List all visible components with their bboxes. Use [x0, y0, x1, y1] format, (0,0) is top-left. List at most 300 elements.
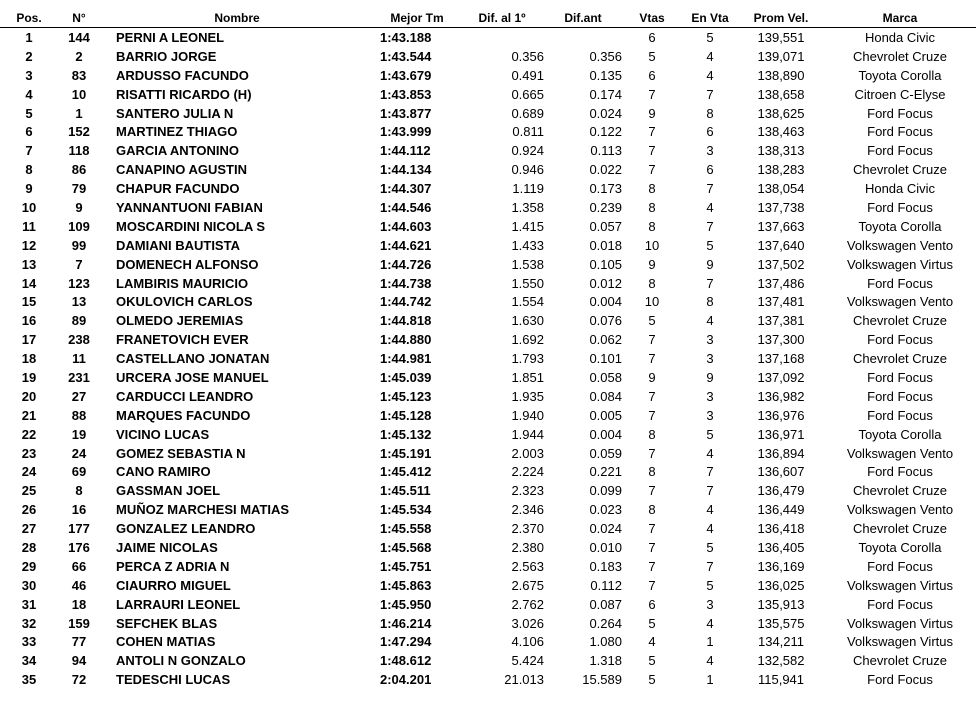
- cell-on-lap: 7: [706, 275, 714, 291]
- cell-number: 9: [75, 199, 83, 215]
- cell-on-lap: 7: [706, 86, 714, 102]
- cell-name: OLMEDO JEREMIAS: [116, 313, 244, 329]
- table-row: [0, 255, 976, 274]
- cell-laps: 5: [648, 615, 656, 631]
- cell-name: GASSMAN JOEL: [116, 483, 221, 499]
- cell-diff-first: 2.323: [511, 483, 544, 499]
- cell-on-lap: 9: [706, 369, 714, 385]
- cell-brand: Chevrolet Cruze: [853, 351, 947, 367]
- cell-laps: 4: [648, 634, 656, 650]
- cell-laps: 8: [648, 464, 656, 480]
- cell-best-time: 1:44.981: [380, 351, 432, 367]
- header-pos: Pos.: [0, 8, 58, 28]
- cell-on-lap: 1: [706, 634, 714, 650]
- cell-laps: 7: [648, 332, 656, 348]
- cell-name: GARCIA ANTONINO: [116, 143, 240, 159]
- cell-best-time: 1:45.128: [380, 407, 432, 423]
- cell-number: 94: [71, 653, 87, 669]
- cell-avg-speed: 136,449: [757, 502, 805, 518]
- header-avg-speed: Prom Vel.: [738, 8, 824, 28]
- table-row: [0, 66, 976, 85]
- cell-diff-previous: 0.264: [589, 615, 622, 631]
- cell-laps: 7: [648, 445, 656, 461]
- cell-laps: 7: [648, 407, 656, 423]
- cell-best-time: 1:43.853: [380, 86, 432, 102]
- cell-number: 2: [75, 48, 83, 64]
- table-row: [0, 85, 976, 104]
- cell-diff-previous: 0.010: [589, 539, 622, 555]
- cell-number: 72: [71, 672, 87, 688]
- cell-avg-speed: 137,502: [757, 256, 805, 272]
- cell-laps: 9: [648, 256, 656, 272]
- cell-pos: 30: [21, 577, 37, 593]
- cell-best-time: 1:45.568: [380, 539, 432, 555]
- cell-laps: 7: [648, 483, 656, 499]
- table-row: [0, 217, 976, 236]
- cell-name: CANAPINO AGUSTIN: [116, 162, 247, 178]
- cell-number: 231: [68, 369, 90, 385]
- cell-laps: 8: [648, 199, 656, 215]
- cell-avg-speed: 136,405: [757, 539, 805, 555]
- table-row: [0, 122, 976, 141]
- cell-number: 159: [68, 615, 90, 631]
- cell-avg-speed: 137,168: [757, 351, 805, 367]
- cell-best-time: 1:45.412: [380, 464, 432, 480]
- cell-laps: 7: [648, 124, 656, 140]
- cell-diff-first: 1.944: [511, 426, 544, 442]
- cell-diff-first: 0.946: [511, 162, 544, 178]
- cell-pos: 33: [21, 634, 37, 650]
- cell-on-lap: 3: [706, 407, 714, 423]
- cell-avg-speed: 139,071: [757, 48, 805, 64]
- cell-diff-first: 2.380: [511, 539, 544, 555]
- cell-brand: Chevrolet Cruze: [853, 313, 947, 329]
- cell-diff-first: 1.415: [511, 218, 544, 234]
- table-row: [0, 462, 976, 481]
- cell-brand: Toyota Corolla: [858, 218, 942, 234]
- cell-diff-first: 1.358: [511, 199, 544, 215]
- cell-best-time: 1:45.123: [380, 388, 432, 404]
- cell-on-lap: 4: [706, 502, 714, 518]
- cell-diff-first: 2.346: [511, 502, 544, 518]
- cell-number: 86: [71, 162, 87, 178]
- cell-on-lap: 9: [706, 256, 714, 272]
- cell-on-lap: 3: [706, 596, 714, 612]
- cell-on-lap: 4: [706, 615, 714, 631]
- cell-on-lap: 4: [706, 67, 714, 83]
- cell-brand: Volkswagen Vento: [846, 445, 954, 461]
- table-row: [0, 160, 976, 179]
- cell-number: 144: [68, 29, 90, 45]
- cell-name: CANO RAMIRO: [116, 464, 211, 480]
- cell-pos: 29: [21, 558, 37, 574]
- cell-diff-first: 0.689: [511, 105, 544, 121]
- cell-brand: Honda Civic: [864, 181, 936, 197]
- cell-avg-speed: 138,658: [757, 86, 805, 102]
- cell-brand: Ford Focus: [867, 407, 933, 423]
- cell-on-lap: 4: [706, 199, 714, 215]
- cell-laps: 7: [648, 521, 656, 537]
- cell-number: 83: [71, 67, 87, 83]
- cell-laps: 5: [648, 48, 656, 64]
- table-row: [0, 47, 976, 66]
- cell-name: PERCA Z ADRIA N: [116, 558, 230, 574]
- cell-number: 13: [71, 294, 87, 310]
- cell-brand: Ford Focus: [867, 332, 933, 348]
- cell-avg-speed: 137,381: [757, 313, 805, 329]
- cell-number: 11: [72, 351, 86, 367]
- cell-name: GOMEZ SEBASTIA N: [116, 445, 246, 461]
- cell-diff-previous: 0.024: [589, 521, 622, 537]
- cell-number: 123: [68, 275, 90, 291]
- cell-name: GONZALEZ LEANDRO: [116, 521, 256, 537]
- cell-best-time: 1:45.039: [380, 369, 432, 385]
- cell-diff-previous: 1.080: [589, 634, 622, 650]
- cell-brand: Ford Focus: [867, 672, 933, 688]
- cell-brand: Ford Focus: [867, 124, 933, 140]
- cell-brand: Chevrolet Cruze: [853, 48, 947, 64]
- cell-best-time: 1:44.546: [380, 199, 432, 215]
- cell-best-time: 1:44.112: [380, 143, 431, 159]
- cell-best-time: 1:43.877: [380, 105, 432, 121]
- cell-brand: Ford Focus: [867, 369, 933, 385]
- cell-diff-previous: 0.099: [589, 483, 622, 499]
- cell-name: CIAURRO MIGUEL: [116, 577, 231, 593]
- cell-pos: 6: [25, 124, 33, 140]
- cell-diff-previous: 0.084: [589, 388, 622, 404]
- cell-laps: 8: [648, 275, 656, 291]
- cell-brand: Ford Focus: [867, 388, 933, 404]
- cell-number: 77: [71, 634, 87, 650]
- cell-avg-speed: 115,941: [757, 672, 805, 688]
- cell-brand: Ford Focus: [867, 558, 933, 574]
- cell-pos: 11: [22, 218, 36, 234]
- results-table: [0, 8, 976, 689]
- cell-avg-speed: 138,890: [757, 67, 805, 83]
- header-diff-first: Dif. al 1º: [460, 8, 544, 28]
- cell-diff-previous: 0.023: [589, 502, 622, 518]
- cell-diff-previous: 0.004: [589, 426, 622, 442]
- cell-on-lap: 6: [706, 162, 714, 178]
- cell-diff-first: 3.026: [511, 615, 544, 631]
- table-row: [0, 576, 976, 595]
- cell-diff-first: 2.762: [511, 596, 544, 612]
- cell-laps: 7: [648, 162, 656, 178]
- cell-best-time: 1:44.603: [380, 218, 432, 234]
- cell-name: CASTELLANO JONATAN: [116, 351, 270, 367]
- cell-diff-first: 1.550: [511, 275, 544, 291]
- cell-best-time: 1:47.294: [380, 634, 432, 650]
- cell-name: YANNANTUONI FABIAN: [116, 199, 263, 215]
- cell-diff-previous: 0.057: [589, 218, 622, 234]
- cell-best-time: 1:45.132: [380, 426, 432, 442]
- cell-best-time: 1:44.742: [380, 294, 432, 310]
- cell-best-time: 2:04.201: [380, 672, 432, 688]
- cell-diff-previous: 0.022: [589, 162, 622, 178]
- cell-number: 27: [71, 388, 87, 404]
- cell-brand: Citroen C-Elyse: [854, 86, 946, 102]
- cell-diff-previous: 0.173: [589, 181, 622, 197]
- cell-name: OKULOVICH CARLOS: [116, 294, 253, 310]
- cell-avg-speed: 136,982: [757, 388, 805, 404]
- table-row: [0, 179, 976, 198]
- cell-brand: Ford Focus: [867, 596, 933, 612]
- cell-avg-speed: 138,313: [757, 143, 805, 159]
- table-row: [0, 614, 976, 633]
- cell-pos: 27: [21, 521, 37, 537]
- cell-on-lap: 7: [706, 558, 714, 574]
- cell-name: MOSCARDINI NICOLA S: [116, 218, 266, 234]
- cell-diff-previous: 0.076: [589, 313, 622, 329]
- table-row: [0, 444, 976, 463]
- cell-diff-previous: 0.058: [589, 369, 622, 385]
- cell-laps: 9: [648, 369, 656, 385]
- cell-name: DAMIANI BAUTISTA: [116, 237, 240, 253]
- cell-laps: 8: [648, 218, 656, 234]
- cell-diff-first: 2.370: [511, 521, 544, 537]
- cell-laps: 7: [648, 86, 656, 102]
- cell-pos: 14: [21, 275, 37, 291]
- cell-brand: Volkswagen Vento: [846, 237, 954, 253]
- cell-on-lap: 5: [706, 577, 714, 593]
- cell-best-time: 1:45.751: [380, 558, 432, 574]
- header-best-time: Mejor Tm: [374, 8, 460, 28]
- table-row: [0, 670, 976, 689]
- cell-diff-previous: [544, 28, 622, 47]
- cell-number: 19: [71, 426, 87, 442]
- cell-avg-speed: 136,479: [757, 483, 805, 499]
- cell-name: TEDESCHI LUCAS: [116, 672, 231, 688]
- cell-diff-previous: 0.018: [589, 237, 622, 253]
- cell-diff-previous: 0.004: [589, 294, 622, 310]
- cell-laps: 6: [648, 596, 656, 612]
- cell-avg-speed: 137,663: [757, 218, 805, 234]
- cell-laps: 8: [648, 426, 656, 442]
- cell-diff-previous: 1.318: [589, 653, 622, 669]
- cell-laps: 10: [644, 294, 660, 310]
- cell-number: 7: [75, 256, 83, 272]
- cell-number: 238: [68, 332, 90, 348]
- table-row: [0, 368, 976, 387]
- cell-pos: 2: [25, 48, 33, 64]
- cell-on-lap: 8: [706, 294, 714, 310]
- cell-best-time: 1:45.950: [380, 596, 432, 612]
- table-row: [0, 28, 976, 47]
- cell-brand: Ford Focus: [867, 105, 933, 121]
- cell-diff-first: 2.003: [511, 445, 544, 461]
- cell-laps: 6: [648, 67, 656, 83]
- cell-diff-first: 0.356: [511, 48, 544, 64]
- cell-on-lap: 1: [706, 672, 714, 688]
- cell-diff-previous: 0.112: [590, 577, 622, 593]
- cell-number: 66: [71, 558, 87, 574]
- cell-name: CARDUCCI LEANDRO: [116, 388, 254, 404]
- cell-pos: 34: [21, 653, 37, 669]
- table-row: [0, 330, 976, 349]
- cell-avg-speed: 138,283: [757, 162, 805, 178]
- cell-diff-first: 1.940: [511, 407, 544, 423]
- cell-on-lap: 3: [706, 388, 714, 404]
- cell-avg-speed: 136,607: [757, 464, 805, 480]
- table-row: [0, 500, 976, 519]
- cell-best-time: 1:43.188: [380, 29, 432, 45]
- cell-avg-speed: 139,551: [757, 29, 805, 45]
- cell-diff-previous: 0.239: [589, 199, 622, 215]
- cell-best-time: 1:44.621: [380, 237, 432, 253]
- cell-diff-previous: 0.122: [589, 124, 622, 140]
- cell-number: 8: [75, 483, 83, 499]
- cell-laps: 7: [648, 143, 656, 159]
- cell-best-time: 1:44.880: [380, 332, 432, 348]
- cell-avg-speed: 137,738: [757, 199, 805, 215]
- cell-brand: Toyota Corolla: [858, 426, 942, 442]
- cell-name: SEFCHEK BLAS: [116, 615, 218, 631]
- cell-diff-first: [460, 28, 544, 47]
- cell-pos: 1: [25, 29, 33, 45]
- cell-brand: Volkswagen Vento: [846, 502, 954, 518]
- cell-number: 10: [71, 86, 87, 102]
- cell-laps: 8: [648, 502, 656, 518]
- cell-brand: Chevrolet Cruze: [853, 483, 947, 499]
- cell-number: 1: [75, 105, 83, 121]
- cell-number: 69: [71, 464, 87, 480]
- cell-on-lap: 4: [706, 521, 714, 537]
- cell-number: 109: [68, 218, 90, 234]
- cell-laps: 5: [648, 672, 656, 688]
- table-row: [0, 425, 976, 444]
- header-laps: Vtas: [622, 8, 682, 28]
- cell-number: 46: [71, 577, 87, 593]
- cell-avg-speed: 136,418: [757, 521, 805, 537]
- cell-name: MARTINEZ THIAGO: [116, 124, 238, 140]
- cell-best-time: 1:45.863: [380, 577, 432, 593]
- table-row: [0, 633, 976, 652]
- cell-best-time: 1:45.191: [380, 445, 432, 461]
- cell-diff-previous: 0.005: [589, 407, 622, 423]
- cell-brand: Chevrolet Cruze: [853, 521, 947, 537]
- cell-avg-speed: 137,092: [757, 369, 805, 385]
- cell-diff-previous: 0.059: [589, 445, 622, 461]
- cell-brand: Ford Focus: [867, 199, 933, 215]
- cell-number: 99: [71, 237, 87, 253]
- table-row: [0, 387, 976, 406]
- cell-pos: 23: [21, 445, 37, 461]
- table-row: [0, 104, 976, 123]
- cell-pos: 35: [21, 672, 37, 688]
- cell-laps: 6: [648, 29, 656, 45]
- header-diff-previous: Dif.ant: [544, 8, 622, 28]
- cell-diff-first: 0.491: [511, 67, 544, 83]
- cell-avg-speed: 134,211: [757, 634, 805, 650]
- cell-number: 79: [71, 181, 87, 197]
- table-row: [0, 538, 976, 557]
- cell-laps: 7: [648, 558, 656, 574]
- cell-diff-previous: 0.012: [589, 275, 622, 291]
- cell-brand: Toyota Corolla: [858, 67, 942, 83]
- header-row: [0, 8, 976, 28]
- cell-diff-first: 1.935: [511, 388, 544, 404]
- cell-on-lap: 4: [706, 445, 714, 461]
- cell-diff-first: 2.224: [511, 464, 544, 480]
- cell-number: 152: [68, 124, 90, 140]
- cell-diff-previous: 0.101: [589, 351, 622, 367]
- cell-on-lap: 5: [706, 29, 714, 45]
- cell-diff-first: 1.630: [511, 313, 544, 329]
- cell-avg-speed: 138,625: [757, 105, 805, 121]
- cell-avg-speed: 137,640: [757, 237, 805, 253]
- cell-avg-speed: 136,894: [757, 445, 805, 461]
- cell-number: 177: [68, 521, 90, 537]
- cell-best-time: 1:45.534: [380, 502, 432, 518]
- cell-pos: 20: [21, 388, 37, 404]
- cell-diff-first: 4.106: [511, 634, 544, 650]
- header-name: Nombre: [100, 8, 374, 28]
- cell-pos: 26: [21, 502, 37, 518]
- cell-name: DOMENECH ALFONSO: [116, 256, 259, 272]
- cell-on-lap: 3: [706, 332, 714, 348]
- cell-brand: Volkswagen Virtus: [847, 256, 953, 272]
- cell-brand: Toyota Corolla: [858, 539, 942, 555]
- cell-diff-previous: 0.174: [589, 86, 622, 102]
- cell-laps: 9: [648, 105, 656, 121]
- cell-on-lap: 3: [706, 351, 714, 367]
- cell-diff-previous: 0.105: [589, 256, 622, 272]
- cell-name: FRANETOVICH EVER: [116, 332, 249, 348]
- cell-avg-speed: 137,300: [757, 332, 805, 348]
- table-row: [0, 141, 976, 160]
- cell-pos: 19: [21, 369, 37, 385]
- cell-brand: Volkswagen Virtus: [847, 615, 953, 631]
- cell-pos: 8: [25, 162, 33, 178]
- cell-brand: Chevrolet Cruze: [853, 653, 947, 669]
- cell-name: MUÑOZ MARCHESI MATIAS: [116, 502, 290, 518]
- cell-number: 18: [71, 596, 87, 612]
- cell-brand: Volkswagen Virtus: [847, 577, 953, 593]
- table-row: [0, 406, 976, 425]
- cell-diff-previous: 0.221: [589, 464, 622, 480]
- cell-name: RISATTI RICARDO (H): [116, 86, 252, 102]
- cell-diff-first: 1.538: [511, 256, 544, 272]
- cell-pos: 13: [21, 256, 37, 272]
- cell-pos: 7: [25, 143, 33, 159]
- cell-name: ARDUSSO FACUNDO: [116, 67, 249, 83]
- table-row: [0, 519, 976, 538]
- cell-pos: 28: [21, 539, 37, 555]
- cell-name: PERNI A LEONEL: [116, 29, 225, 45]
- cell-best-time: 1:43.544: [380, 48, 432, 64]
- cell-on-lap: 4: [706, 48, 714, 64]
- cell-name: COHEN MATIAS: [116, 634, 216, 650]
- cell-brand: Ford Focus: [867, 275, 933, 291]
- header-on-lap: En Vta: [682, 8, 738, 28]
- cell-on-lap: 7: [706, 218, 714, 234]
- header-number: N°: [58, 8, 100, 28]
- cell-brand: Chevrolet Cruze: [853, 162, 947, 178]
- cell-pos: 17: [21, 332, 37, 348]
- cell-name: JAIME NICOLAS: [116, 539, 218, 555]
- cell-laps: 10: [644, 237, 660, 253]
- cell-laps: 5: [648, 653, 656, 669]
- cell-diff-first: 1.554: [511, 294, 544, 310]
- cell-on-lap: 7: [706, 483, 714, 499]
- cell-on-lap: 4: [706, 313, 714, 329]
- cell-on-lap: 6: [706, 124, 714, 140]
- cell-pos: 5: [25, 105, 33, 121]
- cell-avg-speed: 136,976: [757, 407, 805, 423]
- cell-name: VICINO LUCAS: [116, 426, 210, 442]
- table-row: [0, 557, 976, 576]
- cell-diff-first: 1.119: [512, 181, 544, 197]
